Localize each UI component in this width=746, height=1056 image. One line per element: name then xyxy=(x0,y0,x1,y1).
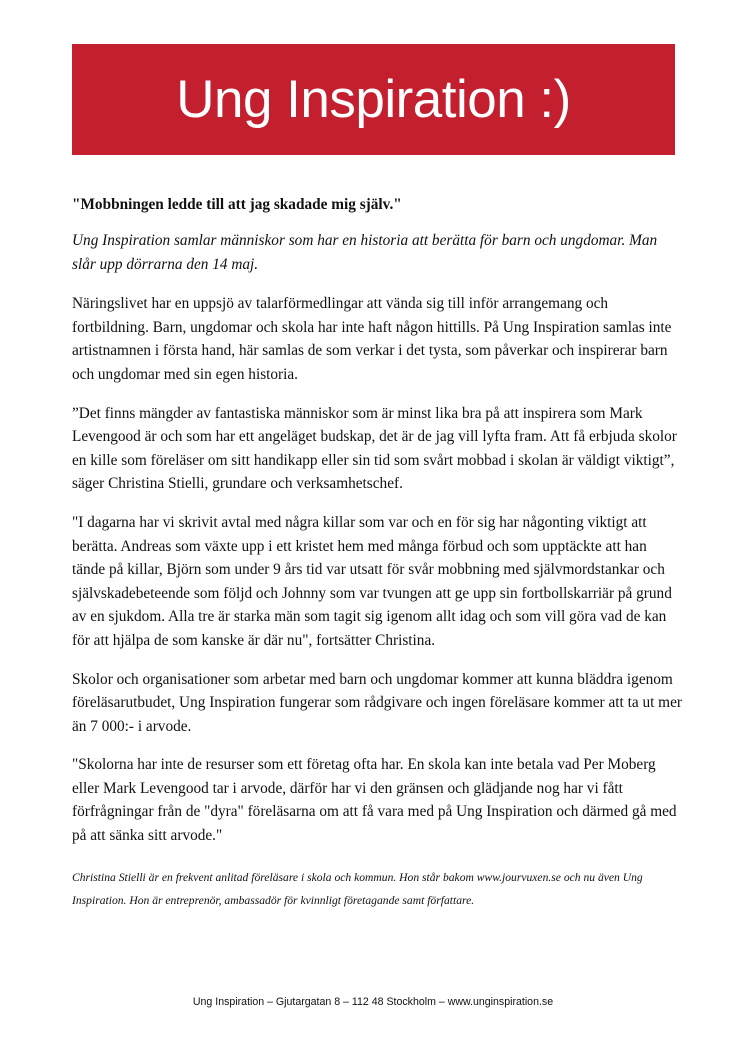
article-paragraph: Näringslivet har en uppsjö av talarförmedlingar att vända sig till inför arrangemang och fortbildning. Barn, ungdomar och skola har inte haft någon hittills. På Ung Inspiration samlas inte artistnamnen i första hand, här samlas de som verkar i det tysta, som påverkar och inspirerar barn och ungdomar med sin egen historia. xyxy=(72,295,672,383)
article-body xyxy=(72,193,682,912)
brand-banner xyxy=(72,44,675,155)
article-lead: Ung Inspiration samlar människor som har en historia att berätta för barn och ungdomar. Man slår upp dörrarna den 14 maj. xyxy=(72,232,658,273)
article-paragraph: ”Det finns mängder av fantastiska människor som är minst lika bra på att inspirera som Mark Levengood är och som har ett angeläget budskap, det är de jag vill lyfta fram. Att få erbjuda skolor en kille som föreläser om sitt handikapp eller sin tid som svårt mobbad i skolan är väldigt viktigt”, säger Christina Stielli, grundare och verksamhetschef. xyxy=(72,404,677,493)
article-paragraph: "Skolorna har inte de resurser som ett företag ofta har. En skola kan inte betala vad Per Moberg eller Mark Levengood tar i arvode, därför har vi den gränsen och glädjande nog har vi fått förfrågningar från de "dyra" föreläsarna om att få vara med på Ung Inspiration och därmed gå med på att sänka sitt arvode." xyxy=(72,756,677,845)
article-paragraph: Skolor och organisationer som arbetar med barn och ungdomar kommer att kunna bläddra igenom föreläsarutbudet, Ung Inspiration fungerar som rådgivare och ingen föreläsare kommer att ta ut mer än 7 000:- i arvode. xyxy=(72,670,682,735)
page-footer: Ung Inspiration – Gjutargatan 8 – 112 48 Stockholm – www.unginspiration.se xyxy=(192,996,554,1008)
article-headline: "Mobbningen ledde till att jag skadade mig själv." xyxy=(72,196,402,213)
article-paragraph: "I dagarna har vi skrivit avtal med några killar som var och en för sig har någonting viktigt att berätta. Andreas som växte upp i ett kristet hem med många förbud och som upptäckte att han tände på killar, Björn som under 9 års tid var utsatt för svår mobbning med självmordstankar och självskadebeteende som följd och Johnny som var tvungen att ge upp sin fortbollskarriär på grund av en sjukdom. Alla tre är starka män som tagit sig igenom allt idag och som vill göra vad de kan för att hjälpa de som kanske är där nu", fortsätter Christina. xyxy=(72,513,672,649)
brand-logo-text: Ung Inspiration :) xyxy=(176,70,571,129)
author-byline: Christina Stielli är en frekvent anlitad föreläsare i skola och kommun. Hon står bakom www.jourvuxen.se och nu även Ung Inspiration. Hon är entreprenör, ambassadör för kvinnligt företagande samt författare. xyxy=(72,870,643,907)
